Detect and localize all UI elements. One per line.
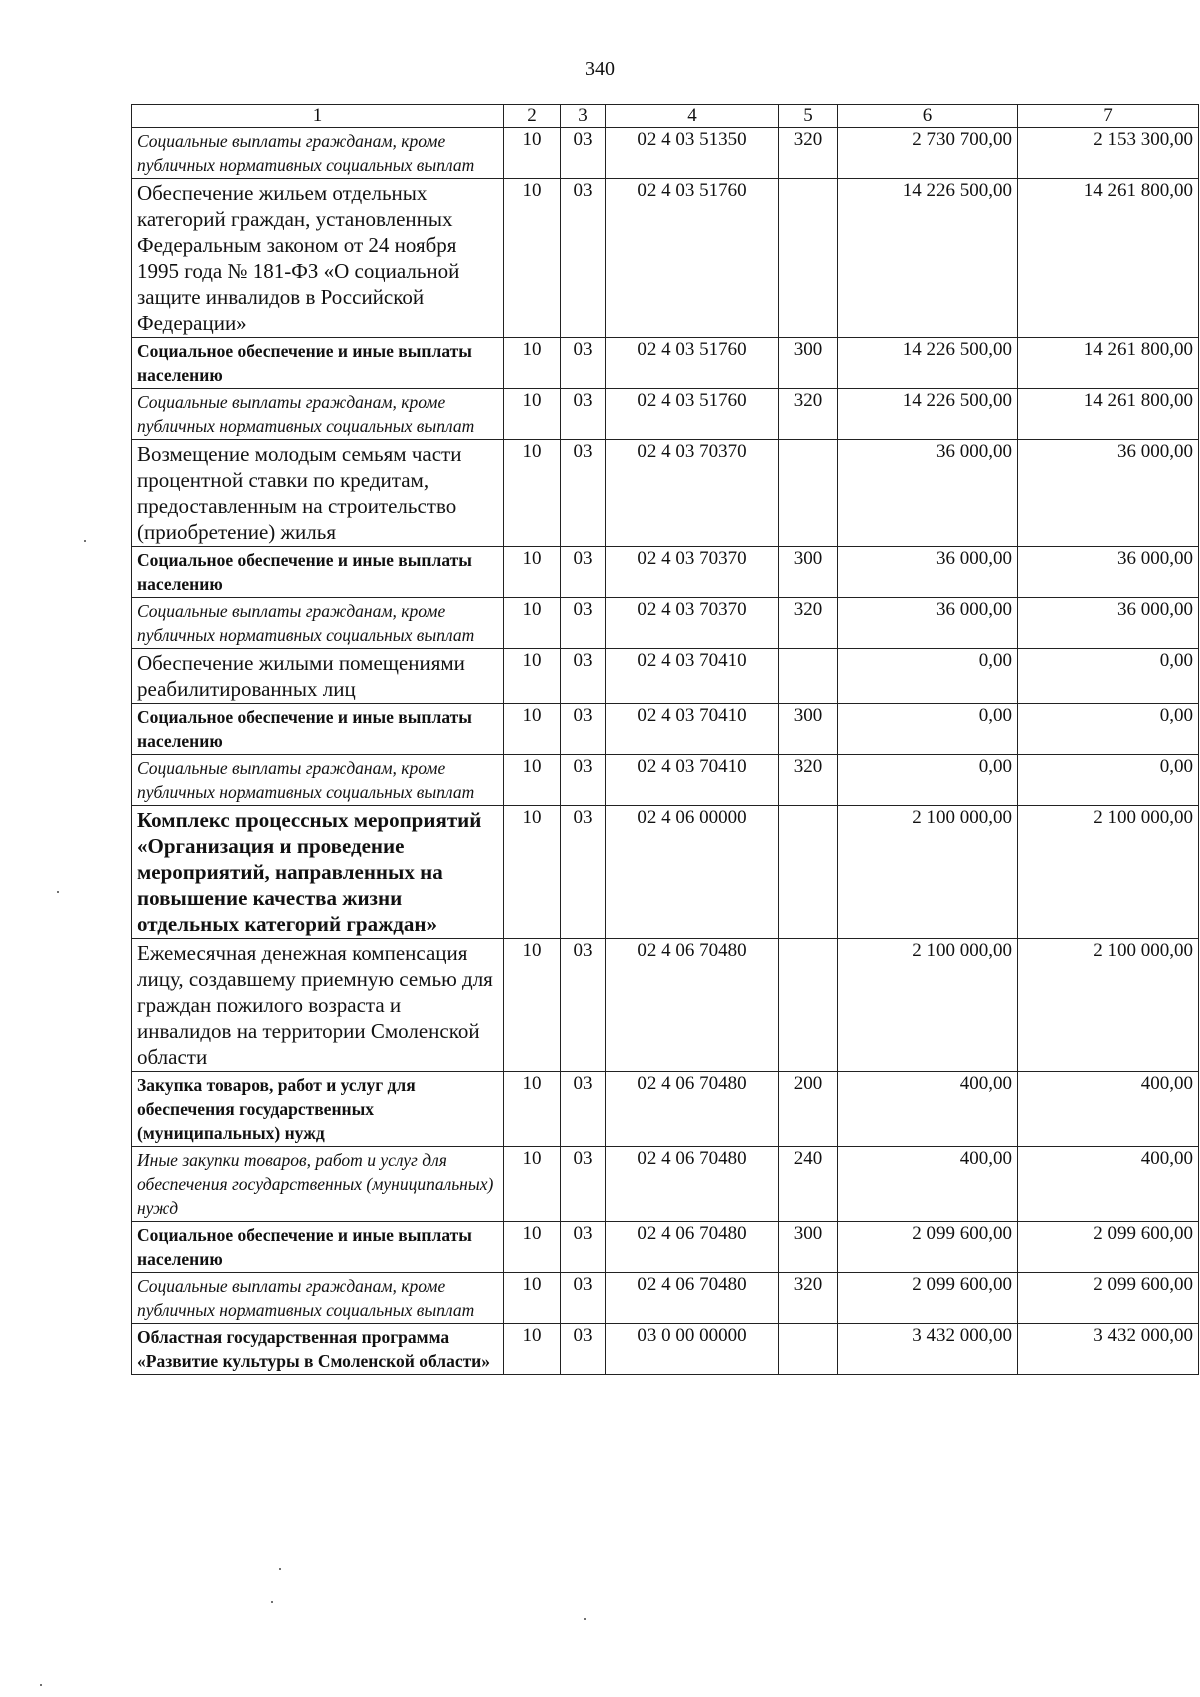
col-header-7: 7 [1018,105,1199,128]
section-code-cell: 10 [504,1273,561,1324]
subsection-code-cell: 03 [561,1147,606,1222]
amount-col6-cell: 2 730 700,00 [838,128,1018,179]
row-name-cell: Социальные выплаты гражданам, кроме публичных нормативных социальных выплат [132,389,504,440]
section-code-cell: 10 [504,649,561,704]
expense-type-cell [779,649,838,704]
amount-col7-cell: 36 000,00 [1018,440,1199,547]
amount-col7-cell: 14 261 800,00 [1018,338,1199,389]
row-name-cell: Комплекс процессных мероприятий «Организация и проведение мероприятий, направленных на повышение качества жизни отдельных категорий граждан» [132,806,504,939]
amount-col6-cell: 2 099 600,00 [838,1273,1018,1324]
subsection-code-cell: 03 [561,179,606,338]
table-row [132,598,1199,649]
section-code-cell: 10 [504,389,561,440]
row-name-cell: Закупка товаров, работ и услуг для обеспечения государственных (муниципальных) нужд [132,1072,504,1147]
col-header-4: 4 [606,105,779,128]
amount-col7-cell: 3 432 000,00 [1018,1324,1199,1375]
row-name-cell: Социальные выплаты гражданам, кроме публичных нормативных социальных выплат [132,1273,504,1324]
table-row [132,649,1199,704]
scan-speck [57,891,59,893]
expense-type-cell [779,806,838,939]
section-code-cell: 10 [504,598,561,649]
row-name-cell: Социальное обеспечение и иные выплаты населению [132,547,504,598]
subsection-code-cell: 03 [561,939,606,1072]
subsection-code-cell: 03 [561,1273,606,1324]
subsection-code-cell: 03 [561,806,606,939]
expense-type-cell: 300 [779,547,838,598]
target-article-cell: 02 4 03 51760 [606,179,779,338]
amount-col6-cell: 2 100 000,00 [838,806,1018,939]
table-row [132,939,1199,1072]
amount-col7-cell: 0,00 [1018,755,1199,806]
amount-col7-cell: 14 261 800,00 [1018,389,1199,440]
amount-col6-cell: 36 000,00 [838,598,1018,649]
amount-col7-cell: 14 261 800,00 [1018,179,1199,338]
section-code-cell: 10 [504,806,561,939]
subsection-code-cell: 03 [561,755,606,806]
table-row [132,389,1199,440]
amount-col7-cell: 0,00 [1018,649,1199,704]
subsection-code-cell: 03 [561,1324,606,1375]
col-header-2: 2 [504,105,561,128]
budget-table [131,104,1199,1375]
section-code-cell: 10 [504,338,561,389]
scan-speck [40,1684,42,1686]
expense-type-cell: 320 [779,128,838,179]
table-row [132,1324,1199,1375]
row-name-cell: Социальные выплаты гражданам, кроме публичных нормативных социальных выплат [132,128,504,179]
amount-col6-cell: 400,00 [838,1072,1018,1147]
target-article-cell: 02 4 03 51760 [606,338,779,389]
expense-type-cell [779,939,838,1072]
target-article-cell: 02 4 06 70480 [606,1222,779,1273]
amount-col6-cell: 14 226 500,00 [838,389,1018,440]
subsection-code-cell: 03 [561,704,606,755]
amount-col7-cell: 36 000,00 [1018,598,1199,649]
target-article-cell: 02 4 03 70410 [606,704,779,755]
table-row [132,1072,1199,1147]
target-article-cell: 02 4 03 70370 [606,440,779,547]
table-row [132,1147,1199,1222]
table-row [132,1273,1199,1324]
target-article-cell: 02 4 03 70410 [606,649,779,704]
amount-col6-cell: 400,00 [838,1147,1018,1222]
amount-col6-cell: 14 226 500,00 [838,338,1018,389]
section-code-cell: 10 [504,179,561,338]
target-article-cell: 02 4 06 70480 [606,939,779,1072]
subsection-code-cell: 03 [561,128,606,179]
amount-col6-cell: 0,00 [838,649,1018,704]
subsection-code-cell: 03 [561,440,606,547]
expense-type-cell [779,179,838,338]
section-code-cell: 10 [504,1222,561,1273]
section-code-cell: 10 [504,1072,561,1147]
row-name-cell: Социальные выплаты гражданам, кроме публичных нормативных социальных выплат [132,755,504,806]
subsection-code-cell: 03 [561,1072,606,1147]
amount-col7-cell: 400,00 [1018,1072,1199,1147]
expense-type-cell: 240 [779,1147,838,1222]
header-row [132,105,1199,128]
table-row [132,338,1199,389]
amount-col6-cell: 2 100 000,00 [838,939,1018,1072]
expense-type-cell: 300 [779,338,838,389]
expense-type-cell: 320 [779,1273,838,1324]
page-number: 340 [585,58,615,80]
amount-col7-cell: 2 100 000,00 [1018,939,1199,1072]
subsection-code-cell: 03 [561,1222,606,1273]
amount-col6-cell: 36 000,00 [838,547,1018,598]
expense-type-cell: 320 [779,389,838,440]
target-article-cell: 02 4 03 51760 [606,389,779,440]
scan-speck [584,1618,586,1620]
amount-col7-cell: 36 000,00 [1018,547,1199,598]
table-row [132,128,1199,179]
subsection-code-cell: 03 [561,598,606,649]
section-code-cell: 10 [504,1324,561,1375]
amount-col6-cell: 2 099 600,00 [838,1222,1018,1273]
expense-type-cell: 200 [779,1072,838,1147]
expense-type-cell [779,440,838,547]
col-header-1: 1 [132,105,504,128]
subsection-code-cell: 03 [561,649,606,704]
subsection-code-cell: 03 [561,547,606,598]
table-row [132,806,1199,939]
table-body [132,128,1199,1375]
table-row [132,547,1199,598]
col-header-3: 3 [561,105,606,128]
expense-type-cell: 320 [779,598,838,649]
row-name-cell: Социальное обеспечение и иные выплаты населению [132,1222,504,1273]
row-name-cell: Социальные выплаты гражданам, кроме публичных нормативных социальных выплат [132,598,504,649]
amount-col7-cell: 2 099 600,00 [1018,1222,1199,1273]
amount-col6-cell: 3 432 000,00 [838,1324,1018,1375]
row-name-cell: Социальное обеспечение и иные выплаты населению [132,338,504,389]
amount-col6-cell: 0,00 [838,704,1018,755]
table-row [132,755,1199,806]
amount-col6-cell: 14 226 500,00 [838,179,1018,338]
col-header-5: 5 [779,105,838,128]
scan-speck [279,1568,281,1570]
row-name-cell: Областная государственная программа «Развитие культуры в Смоленской области» [132,1324,504,1375]
amount-col6-cell: 0,00 [838,755,1018,806]
amount-col7-cell: 2 153 300,00 [1018,128,1199,179]
target-article-cell: 02 4 06 70480 [606,1273,779,1324]
amount-col7-cell: 2 099 600,00 [1018,1273,1199,1324]
amount-col7-cell: 2 100 000,00 [1018,806,1199,939]
expense-type-cell: 320 [779,755,838,806]
expense-type-cell [779,1324,838,1375]
target-article-cell: 02 4 03 70370 [606,547,779,598]
table-row [132,704,1199,755]
row-name-cell: Обеспечение жильем отдельных категорий граждан, установленных Федеральным законом от 24 ноября 1995 года № 181-ФЗ «О социальной защите инвалидов в Российской Федерации» [132,179,504,338]
section-code-cell: 10 [504,939,561,1072]
section-code-cell: 10 [504,440,561,547]
amount-col6-cell: 36 000,00 [838,440,1018,547]
subsection-code-cell: 03 [561,338,606,389]
target-article-cell: 02 4 06 70480 [606,1147,779,1222]
target-article-cell: 02 4 03 51350 [606,128,779,179]
amount-col7-cell: 0,00 [1018,704,1199,755]
row-name-cell: Возмещение молодым семьям части процентной ставки по кредитам, предоставленным на строительство (приобретение) жилья [132,440,504,547]
expense-type-cell: 300 [779,704,838,755]
scan-speck [271,1601,273,1603]
subsection-code-cell: 03 [561,389,606,440]
col-header-6: 6 [838,105,1018,128]
table-row [132,440,1199,547]
section-code-cell: 10 [504,755,561,806]
amount-col7-cell: 400,00 [1018,1147,1199,1222]
target-article-cell: 02 4 03 70410 [606,755,779,806]
section-code-cell: 10 [504,128,561,179]
section-code-cell: 10 [504,704,561,755]
target-article-cell: 03 0 00 00000 [606,1324,779,1375]
row-name-cell: Социальное обеспечение и иные выплаты населению [132,704,504,755]
table-row [132,179,1199,338]
section-code-cell: 10 [504,547,561,598]
row-name-cell: Ежемесячная денежная компенсация лицу, создавшему приемную семью для граждан пожилого возраста и инвалидов на территории Смоленской области [132,939,504,1072]
scan-speck [84,540,86,542]
section-code-cell: 10 [504,1147,561,1222]
table-row [132,1222,1199,1273]
target-article-cell: 02 4 06 00000 [606,806,779,939]
expense-type-cell: 300 [779,1222,838,1273]
row-name-cell: Обеспечение жилыми помещениями реабилитированных лиц [132,649,504,704]
target-article-cell: 02 4 06 70480 [606,1072,779,1147]
row-name-cell: Иные закупки товаров, работ и услуг для обеспечения государственных (муниципальных) нужд [132,1147,504,1222]
target-article-cell: 02 4 03 70370 [606,598,779,649]
